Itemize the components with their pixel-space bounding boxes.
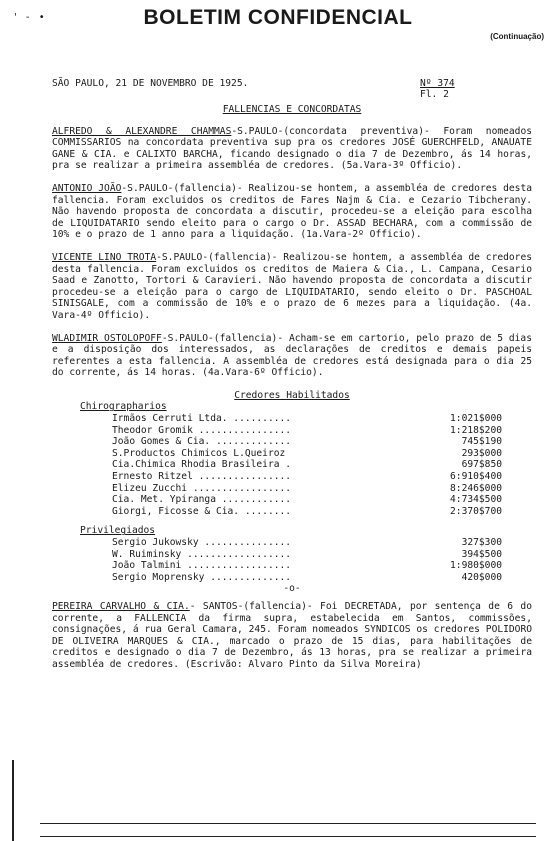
creditor-row [112, 448, 502, 460]
separator: -o- [283, 583, 301, 595]
creditors-list [52, 390, 532, 595]
creditor-value: 1:980$000 [450, 560, 502, 572]
page-body [52, 78, 532, 682]
creditor-row [112, 425, 502, 437]
entry-head: VICENTE LINO TROTA [52, 251, 157, 263]
creditor-value: 1:218$200 [450, 424, 502, 436]
creditor-name: Giorgi, Ficosse & Cia. ........ [112, 505, 292, 517]
creditor-row [112, 459, 502, 471]
sheet-number: Fl. 2 [420, 89, 449, 100]
entry-paragraph [52, 183, 532, 241]
entry-text: -S.PAULO-(concordata preventiva)- Foram nomeados COMMISSARIOS na concordata preventiva sup pra os credores JOSÉ GUERCHFELD, ANAUATE GANE & CIA. e CALIXTO BARCHA, ficando designado o dia 7 de Dezembro, ás 14 horas, pra se realizar a primeira assembléa de credores. (5a.Vara-3º Officio). [52, 125, 533, 172]
bottom-rule [40, 823, 536, 824]
continuation-label: (Continuação) [490, 32, 544, 41]
creditor-value: 697$850 [461, 459, 502, 471]
entry-ostolopoff [52, 333, 532, 379]
bottom-rule-lower [40, 836, 536, 837]
group-title-chirographarios: Chirographarios [80, 401, 167, 413]
entry-text: -S.PAULO-(fallencia)- Acham-se em cartorio, pelo prazo de 5 dias e a disposição dos interessados, as declarações de creditos e demais papeis referentes a esta fallencia. A assembléa de credores está designada para o dia 25 do corrente, ás 14 horas. (4a.Vara-6º Officio). [52, 332, 532, 379]
creditor-name: Irmãos Cerruti Ltda. .......... [112, 413, 292, 425]
entry-head: PEREIRA CARVALHO & CIA. [52, 600, 190, 612]
date: SÃO PAULO, 21 DE NOVEMBRO DE 1925. [52, 78, 249, 89]
creditor-value: 1:021$000 [450, 413, 502, 425]
entry-head: WLADIMIR OSTOLOPOFF [52, 332, 162, 344]
creditor-name: Ernesto Ritzel ................ [112, 471, 292, 483]
entry-chammas [52, 126, 532, 172]
creditor-value: 420$000 [461, 571, 502, 583]
creditor-row [112, 494, 502, 506]
creditors-title: Credores Habilitados [234, 389, 350, 401]
creditor-name: Theodor Gromik ................ [112, 424, 292, 436]
creditor-row [112, 471, 502, 483]
entry-text: -S.PAULO-(fallencia)- Realizou-se hontem, a assembléa de credores desta fallencia. Foram excluidos os creditos de Fares Najm & Cia. e Cezario Tibcherany. Não havendo proposta de concordata a discutir, procedeu-se a eleição para escolha de LIQUIDATARIO sendo eleito para o cargo o Dr. ASSAD BECHARA, com a commissão de 10% e o prazo de 1 anno para a liquidação. (1a.Vara-2º Officio). [52, 182, 533, 241]
creditor-row [112, 537, 502, 549]
creditor-value: 2:370$700 [450, 505, 502, 517]
dateline [52, 78, 532, 102]
creditor-value: 745$190 [461, 436, 502, 448]
section-title: FALLENCIAS E CONCORDATAS [222, 104, 362, 115]
creditor-name: Sergio Moprensky .............. [112, 571, 292, 583]
entry-paragraph [52, 333, 532, 379]
creditor-name: João Gomes & Cia. ............. [112, 436, 292, 448]
creditor-name: Elizeu Zucchi ................. [112, 482, 292, 494]
creditor-row [112, 483, 502, 495]
creditor-name: João Talmini .................. [112, 560, 292, 572]
entry-antonio-joao [52, 183, 532, 241]
entry-paragraph [52, 252, 532, 322]
creditor-row [112, 572, 502, 584]
entry-head: ALFREDO & ALEXANDRE CHAMMAS [52, 125, 232, 137]
group-title-privilegiados: Privilegiados [80, 525, 156, 537]
entry-paragraph [52, 601, 532, 671]
creditor-row [112, 436, 502, 448]
creditor-name: S.Productos Chimicos L.Queiroz [112, 447, 286, 459]
entry-vicente-lino-trota [52, 252, 532, 322]
bulletin-number: Nº 374 [420, 78, 455, 89]
entry-paragraph [52, 126, 532, 172]
creditor-name: Sergio Jukowsky ............... [112, 537, 292, 548]
creditor-name: Cia.Chimica Rhodia Brasileira . [112, 459, 292, 471]
entry-head: ANTONIO JOÃO [52, 182, 122, 194]
creditor-row [112, 413, 502, 425]
entry-text: - SANTOS-(fallencia)- Foi DECRETADA, por sentença de 6 do corrente, a FALLENCIA da firma supra, estabelecida em Santos, commissões, consignações, á rua Geral Camara, 245. Foram nomeados SYNDICOS os credores POLIDORO DE OLIVEIRA MARQUES & CIA., marcado o prazo de 15 dias, para habilitações de creditos e designado o dia 7 de Dezembro, ás 13 horas, pra se realizar a primeira assembléa de credores. (Escrivão: Alvaro Pinto da Silva Moreira) [52, 600, 532, 670]
entry-text: -S.PAULO-(fallencia)- Realizou-se hontem, a assembléa de credores desta fallencia. Foram excluidos os creditos de Maiera & Cia., L. Campana, Cesario Saad e Zanotto, Tortori & Caravieri. Não havendo proposta de concordata a discutir procedeu-se a eleição para o cargo de LIQUIDATARIO, sendo eleito o Dr. PASCHOAL SINISGALE, com a commissão de 10% e o prazo de 6 mezes para a liquidação. (4a. Vara-4º Officio). [52, 251, 533, 321]
corner-marks: ' - • [14, 12, 48, 23]
creditor-row [112, 560, 502, 572]
margin-rule [12, 760, 14, 841]
creditor-value: 8:246$000 [450, 482, 502, 494]
bulletin-title: BOLETIM CONFIDENCIAL [143, 6, 413, 29]
creditor-value: 293$000 [461, 447, 502, 459]
creditor-name: W. Ruiminsky .................. [112, 548, 292, 560]
entry-pereira-carvalho [52, 601, 532, 671]
creditor-value: 327$300 [461, 537, 502, 548]
creditor-row [112, 506, 502, 518]
creditor-value: 394$500 [461, 548, 502, 560]
creditor-name: Cia. Met. Ypiranga ............ [112, 494, 292, 506]
creditor-row [112, 549, 502, 561]
creditor-value: 6:910$400 [450, 471, 502, 483]
creditor-value: 4:734$500 [450, 494, 502, 506]
